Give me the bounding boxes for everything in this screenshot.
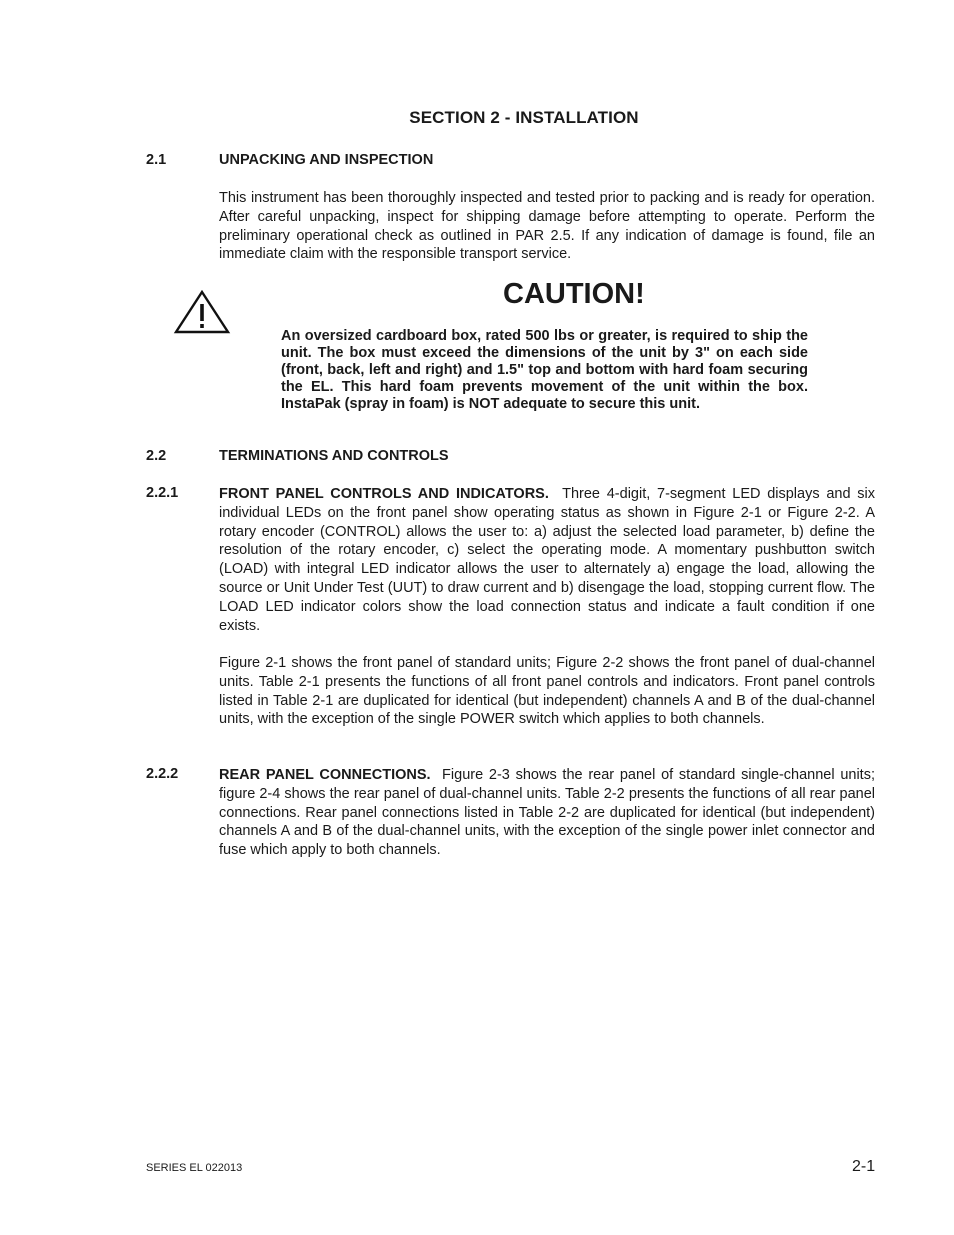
section-2-2-1-heading: FRONT PANEL CONTROLS AND INDICATORS.	[219, 486, 549, 502]
section-2-2-2-paragraph	[219, 766, 875, 860]
section-2-2-1-paragraph	[219, 485, 875, 635]
section-2-2-2-number: 2.2.2	[146, 766, 179, 782]
section-2-2-2-heading: REAR PANEL CONNECTIONS.	[219, 767, 431, 783]
section-2-2-number: 2.2	[146, 448, 167, 464]
footer-series-label: SERIES EL 022013	[146, 1162, 243, 1174]
caution-body: An oversized cardboard box, rated 500 lbs or greater, is required to ship the unit. The box must exceed the dimensions of the unit by 3" on each side (front, back, left and right) and 1.5" top and bottom with hard foam securing the EL. This hard foam prevents movement of the unit within the box. InstaPak (spray in foam) is NOT adequate to secure this unit.	[281, 328, 808, 413]
footer-page-number: 2-1	[852, 1158, 876, 1175]
caution-title: CAUTION!	[503, 278, 645, 310]
section-2-2-1-number: 2.2.1	[146, 485, 179, 501]
section-2-1-body: This instrument has been thoroughly inspected and tested prior to packing and is ready for operation. After careful unpacking, inspect for shipping damage before attempting to operate. Perform the preliminary operational check as outlined in PAR 2.5. If any indication of damage is found, file an immediate claim with the responsible transport service.	[219, 190, 875, 263]
section-2-2-1-body: Three 4-digit, 7-segment LED displays and six individual LEDs on the front panel show operating status as shown in Figure 2-1 or Figure 2-2. A rotary encoder (CONTROL) allows the user to: a) adjust the selected load parameter, b) define the resolution of the rotary encoder, c) select the operating mode. A momentary pushbutton switch (LOAD) with integral LED indicator allows the user to alternately a) engage the load, allowing the source or Unit Under Test (UUT) to draw current and b) disengage the load, stopping current flow. The LOAD LED indicator colors show the load connection status and indicate a fault condition if one exists.	[219, 486, 875, 634]
section-2-1-heading: UNPACKING AND INSPECTION	[219, 152, 434, 168]
section-2-2-1-body-2: Figure 2-1 shows the front panel of standard units; Figure 2-2 shows the front panel of dual-channel units. Table 2-1 presents the functions of all front panel controls and indicators. Front panel controls listed in Table 2-1 are duplicated for identical (but independent) channels A and B of the dual-channel units, with the exception of the single POWER switch which applies to both channels.	[219, 655, 875, 728]
section-2-2-heading: TERMINATIONS AND CONTROLS	[219, 448, 449, 464]
warning-triangle-icon	[173, 290, 231, 334]
section-2-2-2-body: Figure 2-3 shows the rear panel of standard single-channel units; figure 2-4 shows the rear panel of dual-channel units. Table 2-2 presents the functions of all rear panel connections. Rear panel connections listed in Table 2-2 are duplicated for identical (but independent) channels A and B of the dual-channel units, with the exception of the single power inlet connector and fuse which apply to both channels.	[219, 767, 875, 859]
section-2-1-number: 2.1	[146, 152, 167, 168]
section-title: SECTION 2 - INSTALLATION	[409, 108, 639, 127]
